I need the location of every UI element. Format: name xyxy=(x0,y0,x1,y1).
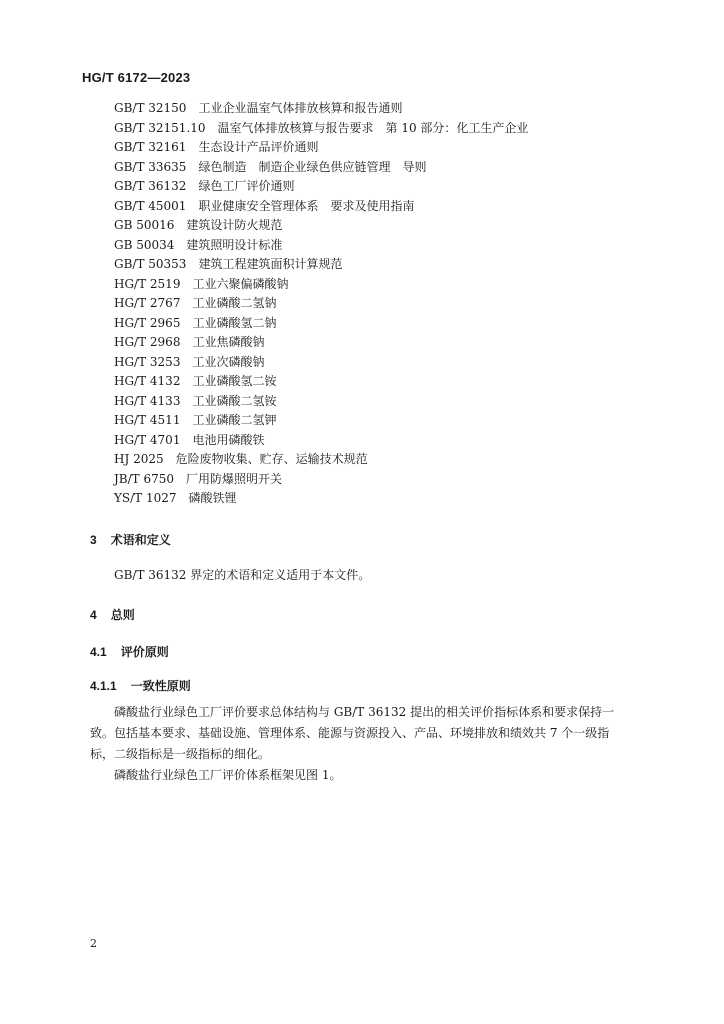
reference-title: 工业六聚偏磷酸钠 xyxy=(192,276,289,291)
section-4-1-1-heading xyxy=(90,677,191,694)
reference-code: GB/T 36132 xyxy=(114,179,187,193)
reference-item xyxy=(114,236,528,256)
reference-title: 生态设计产品评价通则 xyxy=(198,140,319,154)
reference-title: 温室气体排放核算与报告要求 第 10 部分：化工生产企业 xyxy=(217,120,529,135)
reference-code: GB/T 45001 xyxy=(114,198,187,213)
reference-item xyxy=(114,411,528,431)
reference-item xyxy=(114,431,528,451)
reference-title: 工业磷酸氢二铵 xyxy=(192,374,277,388)
reference-title: 职业健康安全管理体系 要求及使用指南 xyxy=(198,198,415,213)
reference-item xyxy=(114,255,528,275)
reference-item xyxy=(114,138,528,158)
reference-title: 磷酸铁锂 xyxy=(188,491,237,505)
section-4-1-1-para-line-2: 致。包括基本要求、基础设施、管理体系、能源与资源投入、产品、环境排放和绩效共 7 个一级指 xyxy=(90,726,610,740)
section-3-body: GB/T 36132 界定的术语和定义适用于本文件。 xyxy=(114,568,371,582)
section-number: 4.1.1 xyxy=(90,679,117,693)
reference-item xyxy=(114,314,528,334)
section-title: 总则 xyxy=(110,608,135,622)
reference-title: 建筑照明设计标准 xyxy=(186,237,283,252)
reference-code: HJ 2025 xyxy=(114,452,164,466)
reference-code: HG/T 3253 xyxy=(114,354,181,369)
reference-item xyxy=(114,216,528,236)
reference-code: GB/T 32151.10 xyxy=(114,120,206,135)
section-4-1-1-para-line-1: 磷酸盐行业绿色工厂评价要求总体结构与 GB/T 36132 提出的相关评价指标体系和要求保持一 xyxy=(114,705,615,719)
reference-title: 工业磷酸氢二钠 xyxy=(192,315,277,330)
document-code-header: HG/T 6172—2023 xyxy=(82,70,191,85)
reference-title: 工业企业温室气体排放核算和报告通则 xyxy=(198,101,403,115)
reference-title: 工业磷酸二氢钾 xyxy=(192,413,277,427)
reference-item xyxy=(114,470,528,490)
reference-title: 工业磷酸二氢钠 xyxy=(192,296,277,310)
section-number: 4.1 xyxy=(90,645,107,659)
reference-item xyxy=(114,294,528,314)
reference-title: 工业次磷酸钠 xyxy=(192,354,265,369)
reference-title: 厂用防爆照明开关 xyxy=(186,471,283,486)
section-title: 评价原则 xyxy=(120,645,169,659)
reference-code: HG/T 4701 xyxy=(114,432,181,447)
reference-item xyxy=(114,119,528,139)
reference-code: JB/T 6750 xyxy=(114,471,175,486)
reference-code: GB 50016 xyxy=(114,218,175,232)
section-4-1-1-para-line-3: 标，二级指标是一级指标的细化。 xyxy=(90,747,271,761)
normative-references-list xyxy=(114,99,528,509)
reference-code: HG/T 2965 xyxy=(114,315,181,330)
section-title: 一致性原则 xyxy=(130,679,191,693)
reference-item xyxy=(114,353,528,373)
reference-title: 建筑设计防火规范 xyxy=(186,218,283,232)
reference-item xyxy=(114,197,528,217)
reference-code: HG/T 4132 xyxy=(114,374,181,388)
reference-title: 危险废物收集、贮存、运输技术规范 xyxy=(175,452,368,466)
section-4-1-1-para-2: 磷酸盐行业绿色工厂评价体系框架见图 1。 xyxy=(114,768,342,782)
reference-code: HG/T 2519 xyxy=(114,276,181,291)
reference-title: 绿色工厂评价通则 xyxy=(198,179,295,193)
section-number: 3 xyxy=(90,533,97,547)
reference-item xyxy=(114,372,528,392)
reference-item xyxy=(114,177,528,197)
section-4-1-heading xyxy=(90,643,169,660)
reference-code: GB/T 33635 xyxy=(114,159,187,174)
reference-code: HG/T 4511 xyxy=(114,413,181,427)
reference-item xyxy=(114,450,528,470)
reference-item xyxy=(114,99,528,119)
reference-title: 工业焦磷酸钠 xyxy=(192,335,265,349)
reference-item xyxy=(114,275,528,295)
section-number: 4 xyxy=(90,608,97,622)
reference-title: 建筑工程建筑面积计算规范 xyxy=(198,257,343,271)
reference-code: HG/T 2968 xyxy=(114,335,181,349)
reference-code: GB/T 50353 xyxy=(114,257,187,271)
reference-item xyxy=(114,158,528,178)
reference-code: HG/T 2767 xyxy=(114,296,181,310)
reference-code: GB 50034 xyxy=(114,237,175,252)
page-number: 2 xyxy=(90,937,97,950)
reference-title: 绿色制造 制造企业绿色供应链管理 导则 xyxy=(198,159,427,174)
section-3-heading xyxy=(90,531,171,548)
reference-code: HG/T 4133 xyxy=(114,393,181,408)
reference-item xyxy=(114,489,528,509)
reference-item xyxy=(114,333,528,353)
section-title: 术语和定义 xyxy=(110,533,171,547)
section-4-heading xyxy=(90,606,135,623)
reference-item xyxy=(114,392,528,412)
reference-code: GB/T 32150 xyxy=(114,101,187,115)
reference-title: 电池用磷酸铁 xyxy=(192,432,265,447)
reference-code: GB/T 32161 xyxy=(114,140,187,154)
reference-title: 工业磷酸二氢铵 xyxy=(192,393,277,408)
reference-code: YS/T 1027 xyxy=(114,491,177,505)
